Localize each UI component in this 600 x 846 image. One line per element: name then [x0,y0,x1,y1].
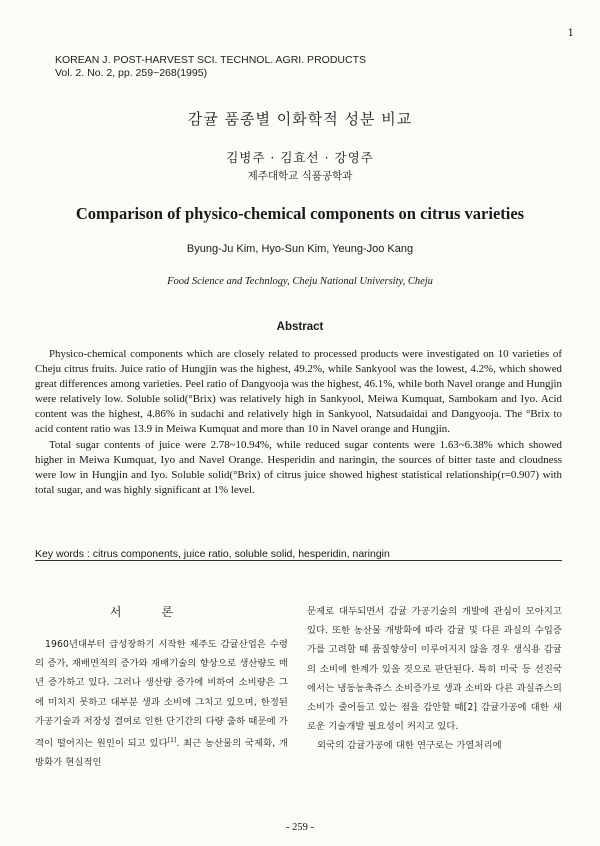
section-heading-introduction: 서론 [109,605,214,619]
keywords-divider [35,560,562,561]
authors-korean: 김병주 · 김효선 · 강영주 [226,150,374,165]
keywords: Key words : citrus components, juice ratio, soluble solid, hesperidin, naringin [35,548,390,560]
abstract-body [35,347,562,498]
intro-paragraph-1 [35,635,288,773]
authors-english: Byung-Ju Kim, Hyo-Sun Kim, Yeung-Joo Kang [186,243,414,255]
page-number-top: 1 [567,28,574,39]
department-korean: 제주대학교 식품공학과 [247,170,353,182]
right-column [307,602,562,756]
intro-paragraph-2: 문제로 대두되면서 감귤 가공기술의 개발에 관심이 모아지고 있다. 또한 농산물 개방화에 따라 감귤 및 다른 과실의 수입증가를 고려할 때 품질향상이 이루어지지 않을 경우 생식용 감귤의 소비에 한계가 있을 것으로 판단된다. 특히 미국 등 선진국에서는 냉동농축쥬스 소비증가로 생과 소비와 다른 과실쥬스의 소비가 줄어들고 있는 점을 감안할 때[2] 감귤가공에 대한 새로운 기술개발 필요성이 커지고 있다. [307,606,562,733]
journal-volume: Vol. 2. No. 2, pp. 259~268(1995) [55,67,208,79]
title-korean: 감귤 품종별 이화학적 성분 비교 [187,110,413,128]
intro-text-cont: . 최근 농산물의 국제화, 개방화가 현실적인 [35,738,288,769]
reference-marker: [1] [167,737,177,745]
journal-name: KOREAN J. POST-HARVEST SCI. TECHNOL. AGRI. PRODUCTS [55,54,366,66]
intro-text: 1960년대부터 급성장하기 시작한 제주도 감귤산업은 수령의 증가, 재배면적의 증가와 재배기술의 향상으로 생산량도 매년 증가하고 있다. 그러나 생산량 증가에 비하여 소비량은 그에 미치지 못하고 대부분 생과 소비에 그치고 있으며, 한정된 가공기술과 저장성 결여로 인한 단기간의 다량 출하 때문에 가격이 떨어지는 원인이 되고 있다 [35,639,288,750]
left-column [35,635,288,773]
abstract-heading: Abstract [276,321,324,333]
affiliation-english: Food Science and Technlogy, Cheju National University, Cheju [167,276,433,287]
abstract-paragraph-2: Total sugar contents of juice were 2.78~10.94%, while reduced sugar contents were 1.63~6.38% which showed higher in Meiwa Kumquat, Iyo and Navel Orange. Hesperidin and naringin, the sources of bitter taste and cloudness were low in Hungjin and Iyo. Soluble solid(°Brix) of citrus juice showed highest statistical relationship(r=0.907) with total sugar, and was highly significant at 1% level. [35,438,562,496]
abstract-paragraph-1: Physico-chemical components which are closely related to processed products were investigated on 10 varieties of Cheju citrus fruits. Juice ratio of Hungjin was the highest, 49.2%, while Sankyool was the lowest, 4.2%, which showed great differences among varieties. Peel ratio of Dangyooja was the highest, 46.1%, while both Navel orange and Hungjin were relatively low. Soluble solid(°Brix) was relatively high in Sankyool, Meiwa Kumquat, Sambokam and Iyo. Acid content was the highest, 4.86% in sudachi and relatively high in Sankyool, Natsudaidai and Dangyooja. The °Brix to acid content ratio was 13.9 in Meiwa Kumquat and more than 10 in Navel orange and Hungjin. [35,348,562,436]
journal-header [55,54,366,80]
intro-paragraph-3: 외국의 감귤가공에 대한 연구로는 가열처리에 [317,740,502,752]
title-english: Comparison of physico-chemical components on citrus varieties [75,204,525,223]
page-number-footer: - 259 - [286,822,314,833]
